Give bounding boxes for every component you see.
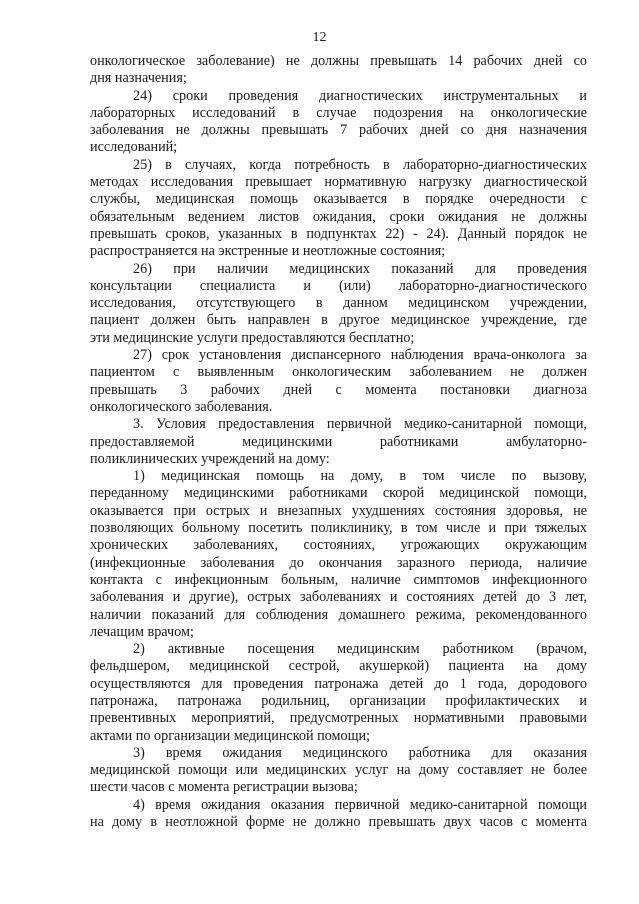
document-body: [90, 53, 587, 831]
text-line: 2) активные посещения медицинским работником (врачом,: [133, 641, 587, 658]
text-line: 25) в случаях, когда потребность в лабораторно-диагностических: [133, 156, 587, 173]
text-line: 26) при наличии медицинских показаний для проведения: [133, 260, 587, 277]
text-line: превентивных мероприятий, предусмотренных нормативными правовыми: [90, 710, 587, 727]
text-line: патронажа, патронажа родильниц, организации профилактических и: [90, 692, 587, 709]
text-line: онкологическое заболевание) не должны превышать 14 рабочих дней со: [90, 53, 587, 69]
text-line: наличии показаний для соблюдения домашнего режима, рекомендованного: [90, 606, 587, 623]
text-line: обязательным ведением листов ожидания, сроки ожидания не должны: [90, 208, 587, 225]
page-number: 12: [312, 30, 327, 45]
text-line: исследований;: [90, 139, 178, 156]
text-line: оказывается при острых и внезапных ухудшениях состояния здоровья, не: [90, 502, 587, 519]
text-line: 1) медицинская помощь на дому, в том числе по вызову,: [133, 468, 587, 485]
text-line: онкологического заболевания.: [90, 398, 273, 415]
text-line: пациентом с выявленным онкологическим заболеванием не должен: [90, 364, 587, 381]
text-line: пациент должен быть направлен в другое медицинское учреждение, где: [90, 312, 587, 329]
text-line: 3) время ожидания медицинского работника для оказания: [133, 744, 587, 761]
text-line: поликлинических учреждений на дому:: [90, 450, 330, 467]
text-line: консультации специалиста и (или) лабораторно-диагностического: [90, 277, 587, 294]
text-line: исследования, отсутствующего в данном медицинском учреждении,: [90, 295, 587, 312]
text-line: осуществляются для проведения патронажа детей до 1 года, дородового: [90, 675, 587, 692]
text-line: медицинской помощи или медицинских услуг на дому составляет не более: [90, 762, 587, 779]
text-line: 4) время ожидания оказания первичной медико-санитарной помощи: [133, 796, 587, 813]
text-line: превышать 3 рабочих дней с момента постановки диагноза: [90, 381, 587, 398]
text-line: шести часов с момента регистрации вызова;: [90, 779, 358, 796]
text-line: службы, медицинская помощь оказывается в порядке очередности с: [90, 191, 587, 208]
text-line: на дому в неотложной форме не должно превышать двух часов с момента: [90, 814, 587, 831]
text-line: (инфекционные заболевания до окончания заразного периода, наличие: [90, 554, 587, 571]
text-line: заболевания не должны превышать 7 рабочих дней со дня назначения: [90, 122, 587, 139]
text-line: 27) срок установления диспансерного наблюдения врача-онколога за: [133, 347, 587, 364]
text-line: дня назначения;: [90, 70, 187, 87]
text-line: лабораторных исследований в случае подозрения на онкологические: [90, 104, 587, 121]
text-line: хронических заболеваниях, состояниях, угрожающих окружающим: [90, 537, 587, 554]
text-line: позволяющих больному посетить поликлинику, в том числе и при тяжелых: [90, 520, 587, 537]
text-line: предоставляемой медицинскими работниками амбулаторно-: [90, 433, 587, 450]
text-line: актами по организации медицинской помощи;: [90, 727, 371, 744]
text-line: 24) сроки проведения диагностических инструментальных и: [133, 87, 587, 104]
text-line: лечащим врачом;: [90, 623, 194, 640]
text-line: методах исследования превышает нормативную нагрузку диагностической: [90, 174, 587, 191]
text-line: превышать сроков, указанных в подпунктах 22) - 24). Данный порядок не: [90, 225, 587, 242]
text-line: 3. Условия предоставления первичной медико-санитарной помощи,: [133, 416, 587, 433]
text-line: контакта с инфекционным больным, наличие симптомов инфекционного: [90, 571, 587, 588]
text-line: заболевания и другие), острых заболеваниях и состояниях детей до 3 лет,: [90, 589, 587, 606]
text-line: переданному медицинскими работниками скорой медицинской помощи,: [90, 485, 587, 502]
text-line: эти медицинские услуги предоставляются бесплатно;: [90, 329, 415, 346]
text-line: распространяется на экстренные и неотложные состояния;: [90, 243, 446, 260]
text-line: фельдшером, медицинской сестрой, акушеркой) пациента на дому: [90, 658, 587, 675]
